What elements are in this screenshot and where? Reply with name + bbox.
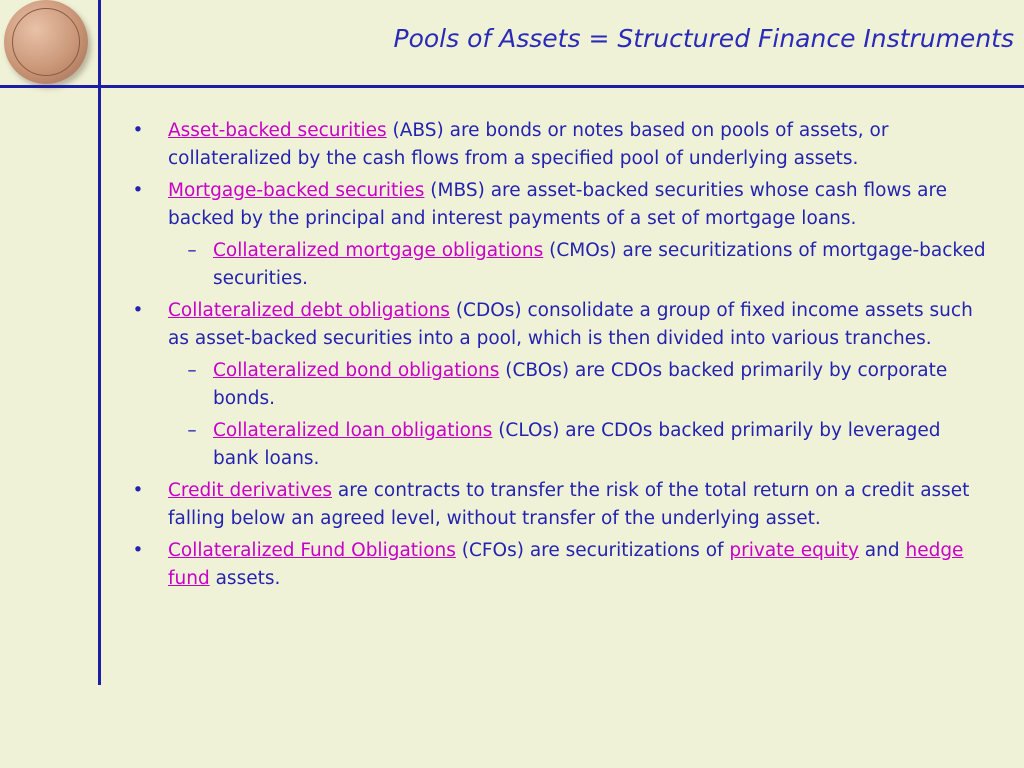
- rbi-seal-icon: [4, 0, 88, 84]
- list-item: [128, 477, 990, 533]
- list-item: [128, 417, 990, 473]
- cmo-link[interactable]: Collateralized mortgage obligations: [213, 240, 544, 261]
- item-text: and: [858, 540, 906, 561]
- list-item: [128, 357, 990, 413]
- item-text: (CFOs) are securitizations of: [455, 540, 730, 561]
- item-text: (CDOs) consolidate a group of fixed income assets such as asset-backed securities into a pool, which is then divided into various tranches.: [168, 300, 973, 349]
- left-rule: [98, 0, 101, 685]
- clo-link[interactable]: Collateralized loan obligations: [213, 420, 493, 441]
- header-rule: [0, 85, 1024, 88]
- slide-title: Pools of Assets = Structured Finance Instruments: [393, 24, 1014, 53]
- list-item: [128, 177, 990, 233]
- list-item: [128, 117, 990, 173]
- dash-marker: –: [187, 360, 197, 381]
- list-item: [128, 297, 990, 353]
- item-text: (CBOs) are CDOs backed primarily by corporate bonds.: [213, 360, 948, 409]
- bullet-marker: •: [132, 480, 144, 501]
- bullet-marker: •: [132, 180, 144, 201]
- cdo-link[interactable]: Collateralized debt obligations: [168, 300, 450, 321]
- item-text: assets.: [209, 568, 281, 589]
- private-equity-link[interactable]: private equity: [729, 540, 859, 561]
- item-text: (MBS) are asset-backed securities whose cash flows are backed by the principal and interest payments of a set of mortgage loans.: [168, 180, 948, 229]
- bullet-list: [128, 117, 990, 597]
- list-item: [128, 537, 990, 593]
- cbo-link[interactable]: Collateralized bond obligations: [213, 360, 500, 381]
- item-text: (CMOs) are securitizations of mortgage-backed securities.: [213, 240, 986, 289]
- bullet-marker: •: [132, 120, 144, 141]
- mbs-link[interactable]: Mortgage-backed securities: [168, 180, 425, 201]
- abs-link[interactable]: Asset-backed securities: [168, 120, 387, 141]
- item-text: (ABS) are bonds or notes based on pools of assets, or collateralized by the cash flows from a specified pool of underlying assets.: [168, 120, 889, 169]
- hedge-fund-link[interactable]: hedge fund: [168, 540, 964, 589]
- dash-marker: –: [187, 240, 197, 261]
- bullet-marker: •: [132, 540, 144, 561]
- bullet-marker: •: [132, 300, 144, 321]
- cfo-link[interactable]: Collateralized Fund Obligations: [168, 540, 456, 561]
- item-text: are contracts to transfer the risk of the total return on a credit asset falling below an agreed level, without transfer of the underlying asset.: [168, 480, 970, 529]
- dash-marker: –: [187, 420, 197, 441]
- item-text: (CLOs) are CDOs backed primarily by leveraged bank loans.: [213, 420, 941, 469]
- credit-derivatives-link[interactable]: Credit derivatives: [168, 480, 333, 501]
- list-item: [128, 237, 990, 293]
